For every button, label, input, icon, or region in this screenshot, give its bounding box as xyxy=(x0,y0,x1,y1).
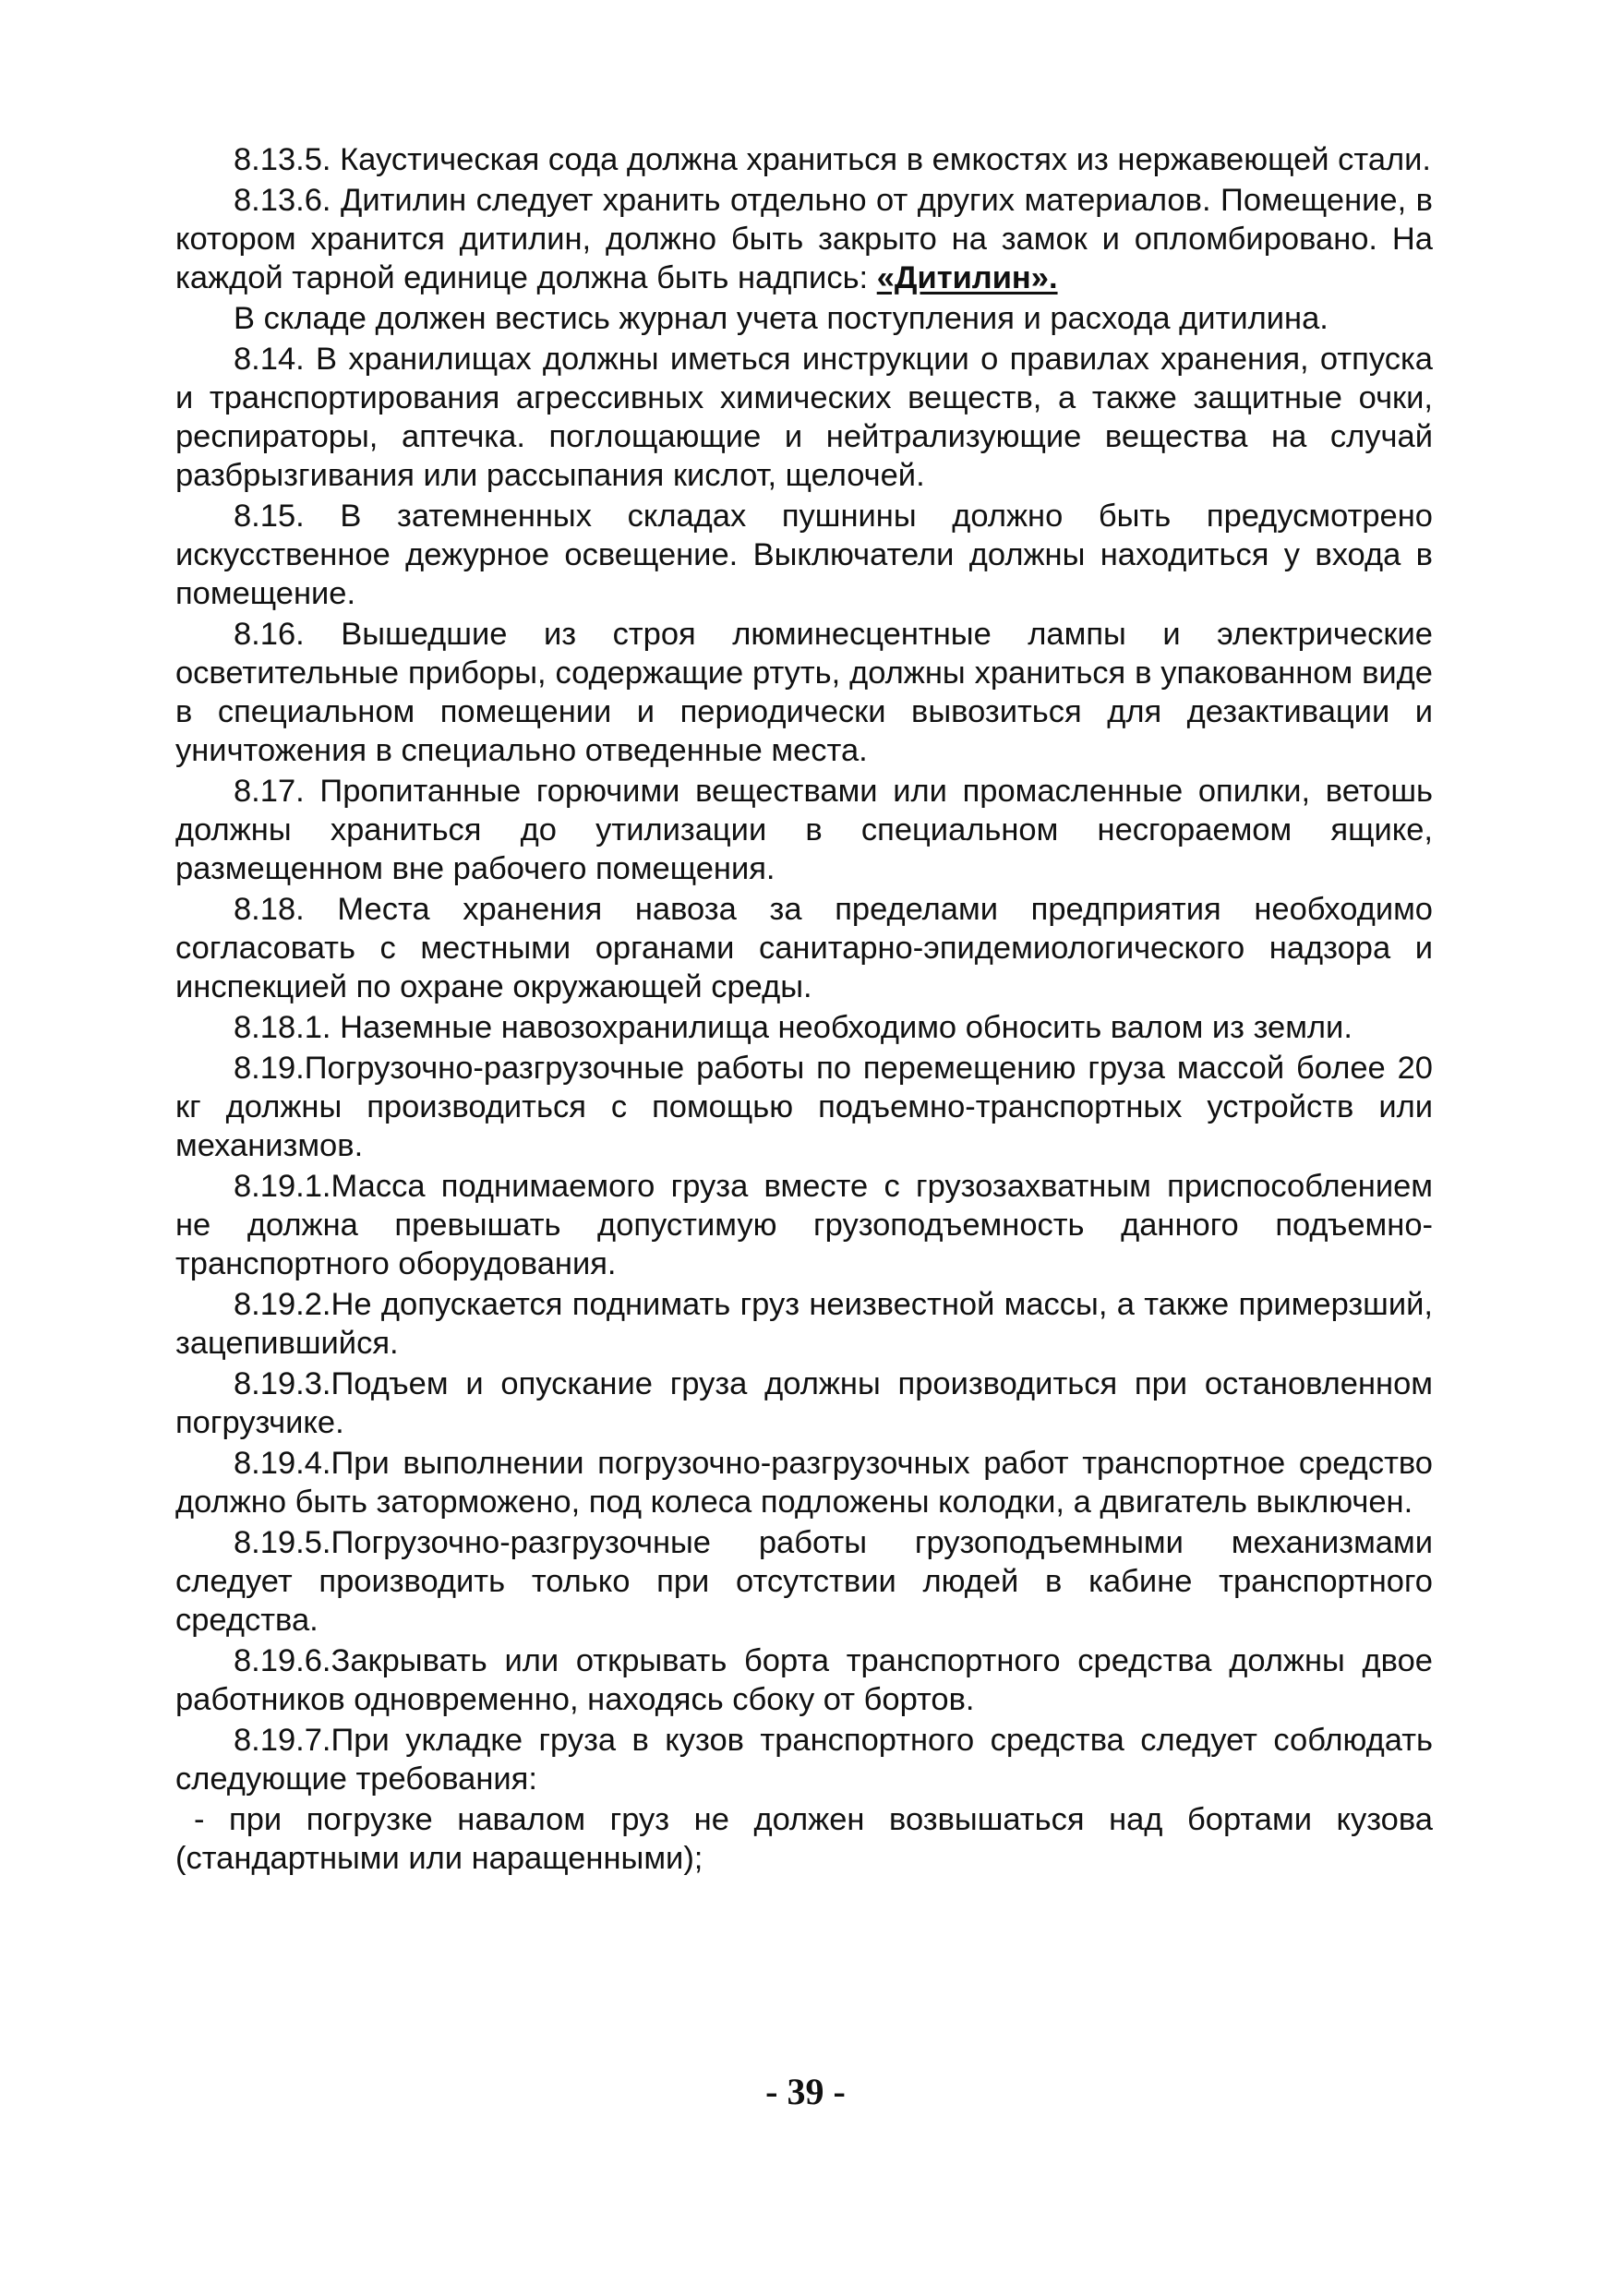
paragraph-8-19-7: 8.19.7.При укладке груза в кузов транспортного средства следует соблюдать следующие требования: xyxy=(175,1723,1433,1797)
paragraph-8-14: 8.14. В хранилищах должны иметься инструкции о правилах хранения, отпуска и транспортирования агрессивных химических веществ, а также защитные очки, респираторы, аптечка. поглощающие и нейтрализующие вещества на случай разбрызгивания или рассыпания кислот, щелочей. xyxy=(175,342,1433,493)
paragraph-8-18: 8.18. Места хранения навоза за пределами предприятия необходимо согласовать с местными органами санитарно-эпидемиологического надзора и инспекцией по охране окружающей среды. xyxy=(175,892,1433,1004)
paragraph-8-17: 8.17. Пропитанные горючими веществами или промасленные опилки, ветошь должны храниться до утилизации в специальном несгораемом ящике, размещенном вне рабочего помещения. xyxy=(175,774,1433,886)
page-number: - 39 - xyxy=(765,2071,846,2112)
paragraph-8-16: 8.16. Вышедшие из строя люминесцентные лампы и электрические осветительные приборы, содержащие ртуть, должны храниться в упакованном виде в специальном помещении и периодически вывозиться для дезактивации и уничтожения в специально отведенные места. xyxy=(175,617,1433,768)
paragraph-8-19: 8.19.Погрузочно-разгрузочные работы по перемещению груза массой более 20 кг должны производиться с помощью подъемно-транспортных устройств или механизмов. xyxy=(175,1051,1433,1163)
paragraph-8-19-3: 8.19.3.Подъем и опускание груза должны производиться при остановленном погрузчике. xyxy=(175,1366,1433,1440)
paragraph-8-15: 8.15. В затемненных складах пушнины должно быть предусмотрено искусственное дежурное освещение. Выключатели должны находиться у входа в помещение. xyxy=(175,499,1433,611)
paragraph-8-19-5: 8.19.5.Погрузочно-разгрузочные работы грузоподъемными механизмами следует производить только при отсутствии людей в кабине транспортного средства. xyxy=(175,1525,1433,1638)
paragraph-ditilin-journal: В складе должен вестись журнал учета поступления и расхода дитилина. xyxy=(234,301,1328,336)
paragraph-8-13-6 xyxy=(175,181,1433,297)
paragraph-8-19-1: 8.19.1.Масса поднимаемого груза вместе с грузозахватным приспособлением не должна превышать допустимую грузоподъемность данного подъемно-транспортного оборудования. xyxy=(175,1169,1433,1281)
paragraph-8-19-6: 8.19.6.Закрывать или открывать борта транспортного средства должны двое работников одновременно, находясь сбоку от бортов. xyxy=(175,1643,1433,1717)
paragraph-8-18-1: 8.18.1. Наземные навозохранилища необходимо обносить валом из земли. xyxy=(234,1010,1353,1045)
page-body xyxy=(175,140,1433,1880)
paragraph-8-19-2: 8.19.2.Не допускается поднимать груз неизвестной массы, а также примерзший, зацепившийся. xyxy=(175,1287,1433,1361)
paragraph-8-13-6-text: 8.13.6. Дитилин следует хранить отдельно от других материалов. Помещение, в котором хранится дитилин, должно быть закрыто на замок и опломбировано. На каждой тарной единице должна быть надпись: xyxy=(175,183,1433,295)
paragraph-8-19-4: 8.19.4.При выполнении погрузочно-разгрузочных работ транспортное средство должно быть заторможено, под колеса подложены колодки, а двигатель выключен. xyxy=(175,1446,1433,1520)
ditilin-label: «Дитилин». xyxy=(876,260,1058,295)
bullet-bulk-loading: - при погрузке навалом груз не должен возвышаться над бортами кузова (стандартными или наращенными); xyxy=(175,1802,1433,1876)
paragraph-8-13-5: 8.13.5. Каустическая сода должна храниться в емкостях из нержавеющей стали. xyxy=(234,142,1432,177)
